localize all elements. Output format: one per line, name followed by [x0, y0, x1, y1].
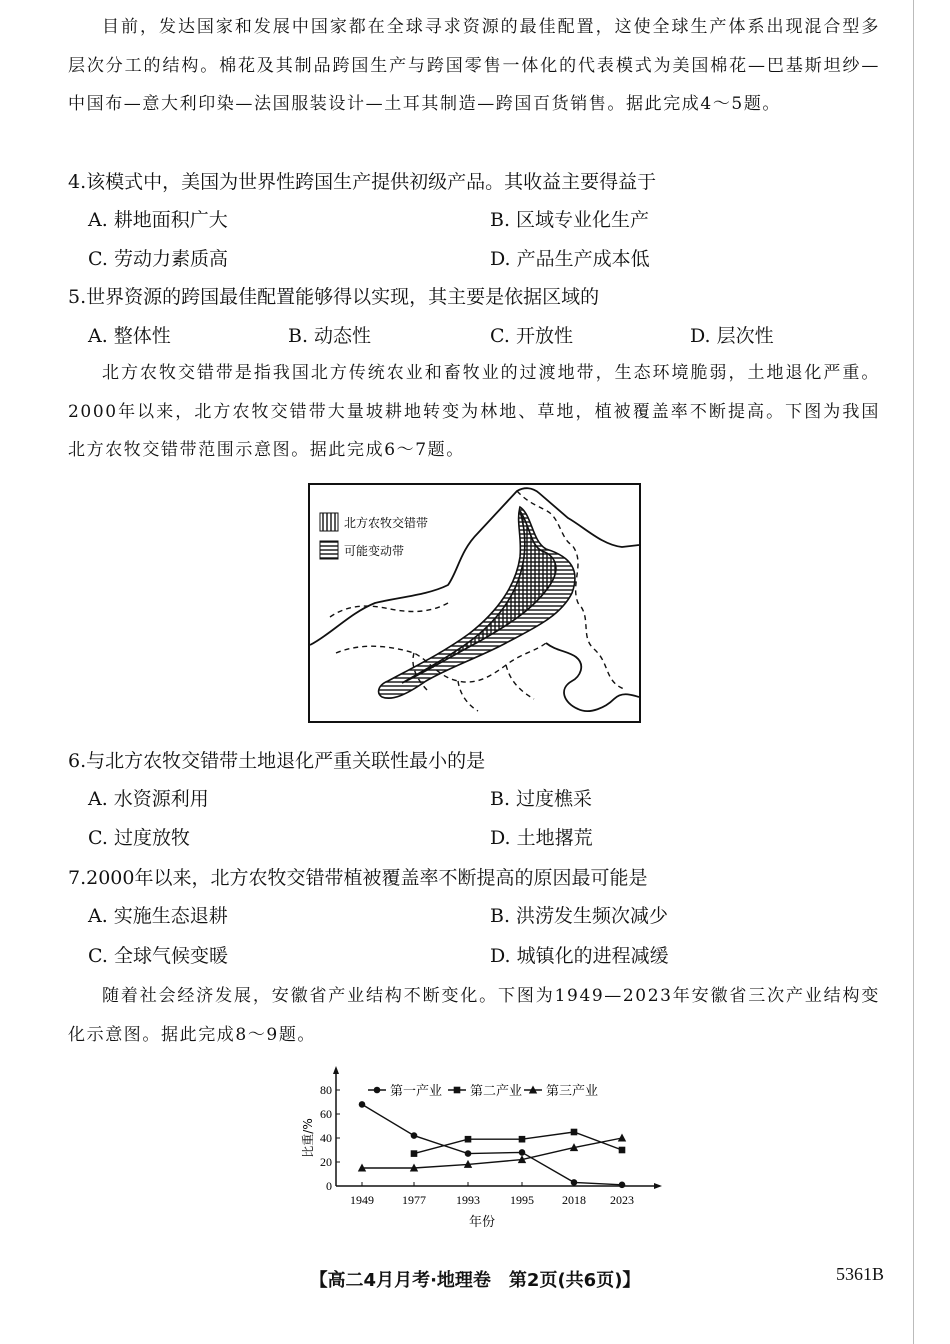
coastline [546, 643, 639, 711]
q7-option-c: C. 全球气候变暖 [88, 945, 228, 967]
industry-structure-chart [296, 1066, 666, 1232]
map-svg [310, 485, 639, 721]
data-point-series-2 [411, 1150, 418, 1157]
x-tick-label: 1995 [510, 1193, 534, 1207]
paper-code: 5361B [835, 1264, 884, 1284]
y-tick-label: 60 [320, 1107, 332, 1121]
x-tick-label: 1949 [350, 1193, 374, 1207]
series-line-2 [414, 1132, 622, 1154]
data-point-series-2 [519, 1136, 526, 1143]
passage-intro-8-9: 随着社会经济发展，安徽省产业结构不断变化。下图为1949—2023年安徽省三次产业结构变化示意图。据此完成8～9题。 [68, 986, 880, 1045]
q6-option-b: B. 过度樵采 [490, 788, 593, 810]
data-point-series-1 [519, 1149, 526, 1156]
series-line-1 [362, 1104, 622, 1184]
farming-pastoral-zone-map [308, 483, 641, 723]
q4-option-b: B. 区域专业化生产 [490, 209, 650, 231]
question-6-stem: 6.与北方农牧交错带土地退化严重关联性最小的是 [68, 750, 486, 772]
data-point-series-1 [465, 1150, 472, 1157]
page-edge [913, 0, 914, 1344]
data-point-series-2 [619, 1147, 626, 1154]
legend-swatch-variable [320, 541, 338, 559]
q7-option-a: A. 实施生态退耕 [88, 905, 228, 927]
q5-option-b: B. 动态性 [288, 325, 372, 347]
question-5-stem: 5.世界资源的跨国最佳配置能够得以实现，其主要是依据区域的 [68, 286, 600, 308]
data-point-series-1 [411, 1132, 418, 1139]
chart-svg [296, 1066, 666, 1232]
y-axis-arrow [333, 1066, 339, 1074]
x-tick-label: 2018 [562, 1193, 586, 1207]
q6-option-a: A. 水资源利用 [88, 788, 209, 810]
x-axis-title: 年份 [468, 1215, 496, 1230]
legend-label-zone: 北方农牧交错带 [344, 516, 429, 530]
y-axis-title: 比重/% [301, 1118, 315, 1158]
data-point-series-2 [571, 1129, 578, 1136]
x-tick-label: 2023 [610, 1193, 634, 1207]
y-tick-label: 0 [326, 1179, 332, 1193]
q4-option-d: D. 产品生产成本低 [490, 248, 650, 270]
y-tick-label: 40 [320, 1131, 332, 1145]
data-point-series-1 [571, 1179, 578, 1186]
data-point-series-3 [618, 1134, 626, 1142]
y-tick-label: 20 [320, 1155, 332, 1169]
legend-label-2: 第二产业 [470, 1084, 523, 1099]
q5-option-d: D. 层次性 [690, 325, 774, 347]
q6-option-c: C. 过度放牧 [88, 827, 190, 849]
page-footer: 【高二4月月考·地理卷 第2页(共6页)】 [309, 1270, 641, 1291]
legend-label-variable: 可能变动带 [344, 544, 405, 558]
x-axis-arrow [654, 1183, 662, 1189]
border-dashed-west [330, 603, 448, 617]
passage-intro-6-7: 北方农牧交错带是指我国北方传统农业和畜牧业的过渡地带，生态环境脆弱，土地退化严重。2000年以来，北方农牧交错带大量坡耕地转变为林地、草地，植被覆盖率不断提高。下图为我国北方农牧交错带范围示意图。据此完成6～7题。 [68, 363, 880, 460]
legend-swatch-zone [320, 513, 338, 531]
x-tick-label: 1993 [456, 1193, 480, 1207]
q6-option-d: D. 土地撂荒 [490, 827, 593, 849]
x-tick-label: 1977 [402, 1193, 426, 1207]
data-point-series-2 [465, 1136, 472, 1143]
y-tick-label: 80 [320, 1083, 332, 1097]
border-line-north [310, 488, 639, 645]
data-point-series-1 [619, 1182, 626, 1189]
legend-marker-2 [454, 1087, 461, 1094]
q7-option-b: B. 洪涝发生频次减少 [490, 905, 669, 927]
variable-belt [379, 507, 575, 698]
data-point-series-1 [359, 1101, 366, 1108]
legend-label-1: 第一产业 [390, 1084, 443, 1099]
q5-option-a: A. 整体性 [88, 325, 171, 347]
q7-option-d: D. 城镇化的进程减缓 [490, 945, 669, 967]
q4-option-a: A. 耕地面积广大 [88, 209, 228, 231]
passage-intro-4-5: 目前，发达国家和发展中国家都在全球寻求资源的最佳配置，这使全球生产体系出现混合型多层次分工的结构。棉花及其制品跨国生产与跨国零售一体化的代表模式为美国棉花—巴基斯坦纱—中国布—意大利印染—法国服装设计—土耳其制造—跨国百货销售。据此完成4～5题。 [68, 17, 880, 114]
legend-label-3: 第三产业 [546, 1084, 599, 1099]
legend-marker-1 [374, 1087, 381, 1094]
q5-option-c: C. 开放性 [490, 325, 573, 347]
question-4-stem: 4.该模式中，美国为世界性跨国生产提供初级产品。其收益主要得益于 [68, 171, 657, 193]
q4-option-c: C. 劳动力素质高 [88, 248, 228, 270]
question-7-stem: 7.2000年以来，北方农牧交错带植被覆盖率不断提高的原因最可能是 [68, 867, 648, 889]
